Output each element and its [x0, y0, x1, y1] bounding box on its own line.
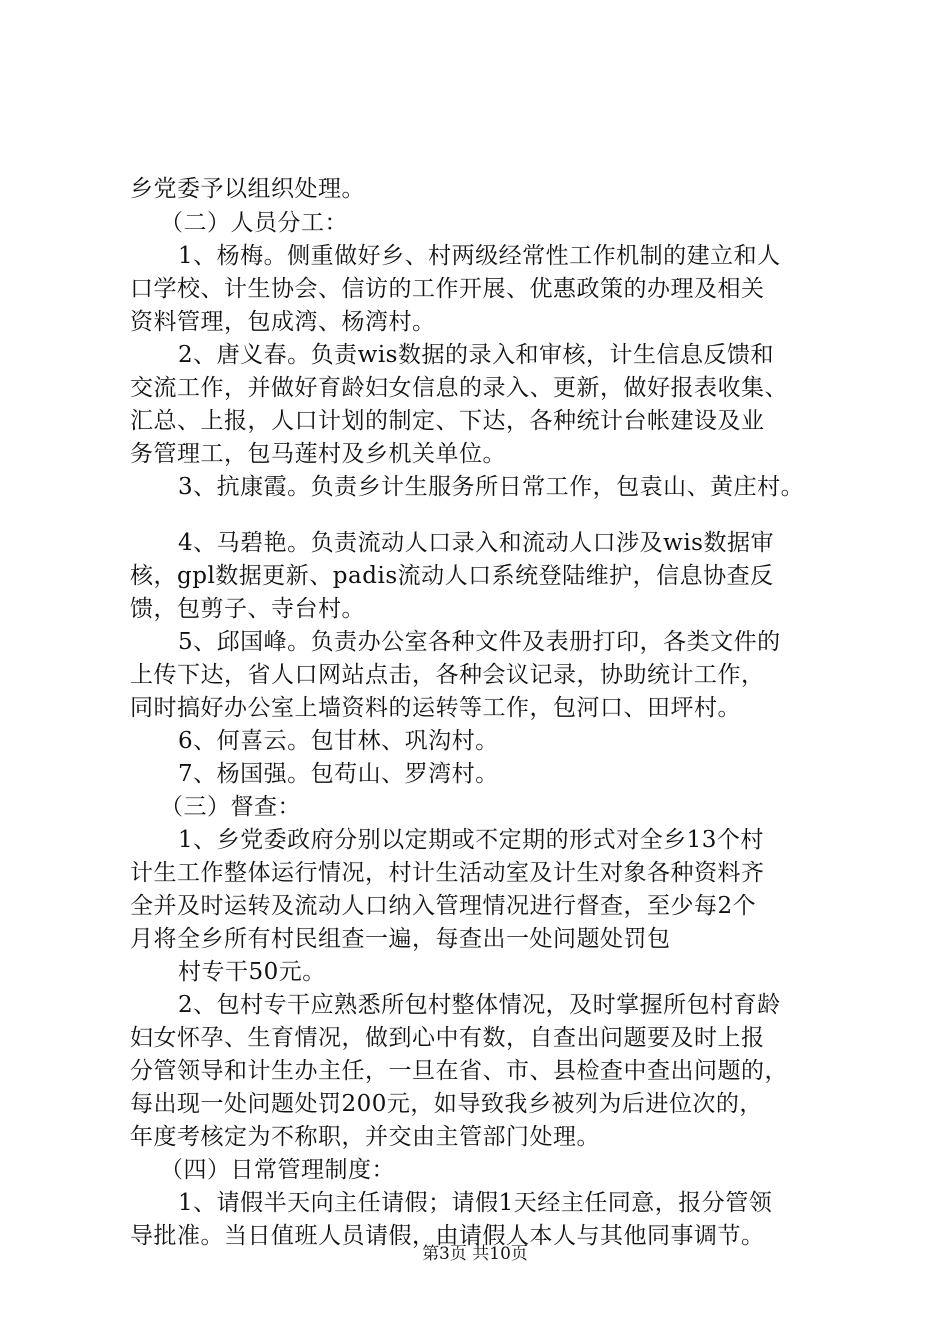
text-line: 交流工作，并做好育龄妇女信息的录入、更新，做好报表收集、 — [130, 375, 788, 401]
text-line: 2、包村专干应熟悉所包村整体情况，及时掌握所包村育龄 — [178, 992, 781, 1018]
text-line: 1、请假半天向主任请假；请假1天经主任同意，报分管领 — [178, 1190, 773, 1216]
text-line: 馈，包剪子、寺台村。 — [130, 596, 365, 622]
text-line: 月将全乡所有村民组查一遍，每查出一处问题处罚包 — [130, 926, 671, 952]
text-line: 每出现一处问题处罚200元，如导致我乡被列为后进位次的， — [130, 1091, 763, 1117]
text-line: 7、杨国强。包苟山、罗湾村。 — [178, 761, 499, 787]
text-line: 资料管理，包成湾、杨湾村。 — [130, 309, 436, 335]
text-line: 口学校、计生协会、信访的工作开展、优惠政策的办理及相关 — [130, 276, 765, 302]
text-line: 6、何喜云。包甘林、巩沟村。 — [178, 728, 499, 754]
section-heading: （三）督查： — [160, 794, 301, 820]
text-line: 上传下达，省人口网站点击，各种会议记录，协助统计工作， — [130, 662, 765, 688]
text-line: 5、邱国峰。负责办公室各种文件及表册打印，各类文件的 — [178, 629, 781, 655]
text-line: 务管理工，包马莲村及乡机关单位。 — [130, 441, 506, 467]
section-heading: （二）人员分工： — [160, 210, 348, 236]
text-line: 1、杨梅。侧重做好乡、村两级经常性工作机制的建立和人 — [178, 243, 781, 269]
text-line: 全并及时运转及流动人口纳入管理情况进行督查，至少每2个 — [130, 893, 757, 919]
text-line: 乡党委予以组织处理。 — [130, 176, 365, 202]
text-line: 导批准。当日值班人员请假，由请假人本人与其他同事调节。 — [130, 1223, 765, 1249]
text-line: 年度考核定为不称职，并交由主管部门处理。 — [130, 1124, 600, 1150]
text-line: 计生工作整体运行情况，村计生活动室及计生对象各种资料齐 — [130, 860, 765, 886]
text-line: 村专干50元。 — [178, 959, 326, 985]
text-line: 妇女怀孕、生育情况，做到心中有数，自查出问题要及时上报 — [130, 1025, 765, 1051]
page-number-footer: 第3页 共10页 — [422, 1244, 528, 1264]
text-line: 1、乡党委政府分别以定期或不定期的形式对全乡13个村 — [178, 827, 764, 853]
text-line: 分管领导和计生办主任，一旦在省、市、县检查中查出问题的， — [130, 1058, 788, 1084]
text-line: 3、抗康霞。负责乡计生服务所日常工作，包袁山、黄庄村。 — [178, 474, 805, 500]
section-heading: （四）日常管理制度： — [160, 1157, 395, 1183]
text-line: 汇总、上报，人口计划的制定、下达，各种统计台帐建设及业 — [130, 408, 765, 434]
text-line: 同时搞好办公室上墙资料的运转等工作，包河口、田坪村。 — [130, 695, 741, 721]
text-line: 核，gpl数据更新、padis流动人口系统登陆维护，信息协查反 — [130, 563, 774, 589]
text-line: 2、唐义春。负责wis数据的录入和审核，计生信息反馈和 — [178, 342, 774, 368]
text-line: 4、马碧艳。负责流动人口录入和流动人口涉及wis数据审 — [178, 530, 774, 556]
